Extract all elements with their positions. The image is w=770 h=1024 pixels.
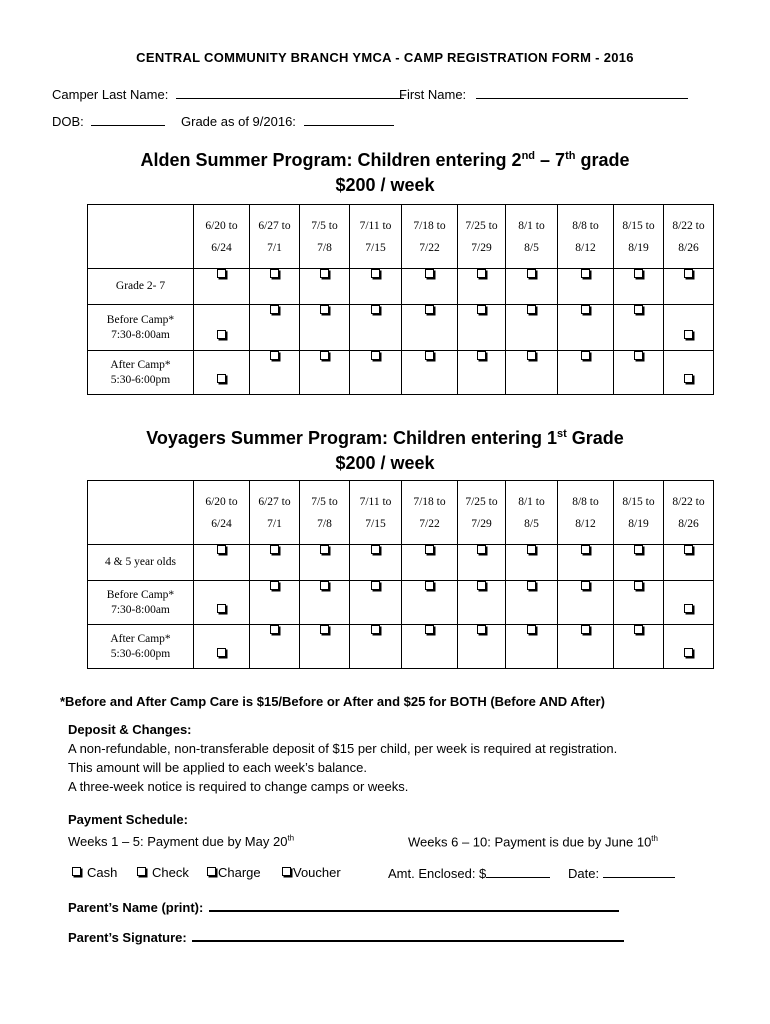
check-option[interactable]: Check [137, 865, 189, 880]
date-row [568, 865, 675, 881]
deposit-heading: Deposit & Changes: [68, 722, 192, 737]
week-checkbox[interactable] [614, 305, 664, 351]
voyagers-heading: Voyagers Summer Program: Children entering 1st Grade $200 / week [146, 428, 624, 473]
alden-after-camp-row [88, 351, 714, 395]
parent-signature-row [68, 928, 624, 945]
week-checkbox[interactable] [664, 351, 714, 395]
camper-last-name-row [52, 86, 404, 102]
week-header: 8/15 to 8/19 [614, 481, 664, 545]
dob-label: DOB: [52, 114, 84, 129]
week-checkbox[interactable] [558, 545, 614, 581]
week-header: 6/20 to 6/24 [194, 205, 250, 269]
week-header: 7/18 to 7/22 [402, 205, 458, 269]
week-checkbox[interactable] [664, 269, 714, 305]
week-checkbox[interactable] [614, 625, 664, 669]
alden-before-camp-row [88, 305, 714, 351]
week-checkbox[interactable] [350, 625, 402, 669]
week-checkbox[interactable] [506, 305, 558, 351]
cash-checkbox[interactable] [72, 867, 81, 876]
week-checkbox[interactable] [458, 269, 506, 305]
first-name-field[interactable] [476, 86, 688, 99]
schedule-weeks-1-5: Weeks 1 – 5: Payment due by May 20th [68, 834, 295, 850]
week-checkbox[interactable] [664, 305, 714, 351]
week-header: 7/25 to 7/29 [458, 205, 506, 269]
week-checkbox[interactable] [458, 545, 506, 581]
week-checkbox[interactable] [664, 545, 714, 581]
deposit-line: This amount will be applied to each week’s balance. [68, 760, 367, 775]
week-checkbox[interactable] [614, 351, 664, 395]
week-checkbox[interactable] [458, 305, 506, 351]
row-label: Before Camp* 7:30-8:00am [88, 305, 194, 351]
week-checkbox[interactable] [250, 625, 300, 669]
voyagers-header-row [88, 481, 714, 545]
payment-schedule-section [68, 810, 294, 851]
week-checkbox[interactable] [194, 625, 250, 669]
row-label: After Camp* 5:30-6:00pm [88, 625, 194, 669]
week-checkbox[interactable] [458, 625, 506, 669]
week-header: 7/11 to 7/15 [350, 481, 402, 545]
parent-signature-label: Parent’s Signature: [68, 930, 187, 945]
week-header: 8/15 to 8/19 [614, 205, 664, 269]
deposit-line: A non-refundable, non-transferable deposit of $15 per child, per week is required at registration. [68, 741, 618, 756]
parent-name-field[interactable] [209, 898, 619, 912]
week-checkbox[interactable] [458, 581, 506, 625]
row-label: 4 & 5 year olds [88, 545, 194, 581]
week-checkbox[interactable] [250, 305, 300, 351]
week-checkbox[interactable] [402, 351, 458, 395]
week-checkbox[interactable] [300, 269, 350, 305]
week-header: 8/8 to 8/12 [558, 481, 614, 545]
week-checkbox[interactable] [402, 545, 458, 581]
first-name-label: First Name: [399, 87, 467, 102]
week-checkbox[interactable] [350, 581, 402, 625]
last-name-label: Camper Last Name: [52, 87, 169, 102]
week-checkbox[interactable] [506, 545, 558, 581]
deposit-line: A three-week notice is required to change camps or weeks. [68, 779, 409, 794]
week-checkbox[interactable] [558, 625, 614, 669]
schedule-weeks-6-10: Weeks 6 – 10: Payment is due by June 10th [408, 834, 658, 850]
grade-field[interactable] [304, 113, 394, 126]
week-header: 7/25 to 7/29 [458, 481, 506, 545]
week-checkbox[interactable] [194, 351, 250, 395]
grade-label: Grade as of 9/2016: [181, 114, 296, 129]
week-checkbox[interactable] [350, 305, 402, 351]
charge-option[interactable]: Charge [207, 865, 261, 880]
dob-field[interactable] [91, 113, 165, 126]
voucher-checkbox[interactable] [282, 867, 291, 876]
form-title: CENTRAL COMMUNITY BRANCH YMCA - CAMP REGISTRATION FORM - 2016 [136, 50, 634, 65]
week-checkbox[interactable] [558, 351, 614, 395]
alden-schedule-table [87, 204, 714, 395]
week-checkbox[interactable] [194, 581, 250, 625]
week-checkbox[interactable] [194, 305, 250, 351]
week-checkbox[interactable] [506, 625, 558, 669]
week-checkbox[interactable] [614, 269, 664, 305]
grade-row [181, 113, 394, 129]
week-header: 8/1 to 8/5 [506, 205, 558, 269]
week-header: 6/27 to 7/1 [250, 481, 300, 545]
charge-checkbox[interactable] [207, 867, 216, 876]
week-checkbox[interactable] [506, 581, 558, 625]
amount-label: Amt. Enclosed: $ [388, 866, 487, 881]
voyagers-age-row [88, 545, 714, 581]
week-checkbox[interactable] [558, 269, 614, 305]
week-header: 6/20 to 6/24 [194, 481, 250, 545]
week-header: 8/8 to 8/12 [558, 205, 614, 269]
week-checkbox[interactable] [402, 625, 458, 669]
parent-name-label: Parent’s Name (print): [68, 900, 204, 915]
amount-enclosed-row [388, 865, 550, 881]
week-checkbox[interactable] [300, 581, 350, 625]
week-checkbox[interactable] [300, 545, 350, 581]
alden-header-row [88, 205, 714, 269]
parent-name-row [68, 898, 619, 915]
week-checkbox[interactable] [350, 545, 402, 581]
deposit-section [68, 720, 617, 796]
week-checkbox[interactable] [558, 581, 614, 625]
dob-row [52, 113, 165, 129]
week-header: 6/27 to 7/1 [250, 205, 300, 269]
week-checkbox[interactable] [506, 269, 558, 305]
row-label: Grade 2- 7 [88, 269, 194, 305]
week-checkbox[interactable] [250, 351, 300, 395]
date-field[interactable] [603, 865, 675, 878]
row-label: After Camp* 5:30-6:00pm [88, 351, 194, 395]
week-checkbox[interactable] [350, 269, 402, 305]
week-checkbox[interactable] [250, 269, 300, 305]
week-header: 8/22 to 8/26 [664, 481, 714, 545]
week-header: 7/5 to 7/8 [300, 205, 350, 269]
week-checkbox[interactable] [614, 545, 664, 581]
date-label: Date: [568, 866, 600, 881]
week-checkbox[interactable] [558, 305, 614, 351]
parent-signature-field[interactable] [192, 928, 624, 942]
week-checkbox[interactable] [402, 305, 458, 351]
week-header: 7/5 to 7/8 [300, 481, 350, 545]
blank-corner-cell [88, 481, 194, 545]
blank-corner-cell [88, 205, 194, 269]
week-checkbox[interactable] [664, 625, 714, 669]
row-label: Before Camp* 7:30-8:00am [88, 581, 194, 625]
week-header: 8/22 to 8/26 [664, 205, 714, 269]
week-checkbox[interactable] [300, 351, 350, 395]
voyagers-price: $200 / week [335, 453, 435, 473]
alden-heading: Alden Summer Program: Children entering 2nd – 7th grade $200 / week [140, 150, 630, 195]
week-checkbox[interactable] [506, 351, 558, 395]
week-checkbox[interactable] [300, 305, 350, 351]
week-checkbox[interactable] [614, 581, 664, 625]
care-fee-note: *Before and After Camp Care is $15/Before or After and $25 for BOTH (Before AND After) [60, 694, 605, 709]
week-checkbox[interactable] [194, 545, 250, 581]
week-checkbox[interactable] [194, 269, 250, 305]
last-name-field[interactable] [176, 86, 404, 99]
schedule-heading: Payment Schedule: [68, 812, 188, 827]
week-checkbox[interactable] [402, 581, 458, 625]
cash-option[interactable]: Cash [72, 865, 117, 880]
alden-grade-row [88, 269, 714, 305]
check-checkbox[interactable] [137, 867, 146, 876]
week-checkbox[interactable] [250, 545, 300, 581]
first-name-row [399, 86, 688, 102]
voyagers-schedule-table [87, 480, 714, 669]
week-checkbox[interactable] [402, 269, 458, 305]
voucher-option[interactable]: Voucher [282, 865, 341, 880]
week-checkbox[interactable] [250, 581, 300, 625]
week-header: 8/1 to 8/5 [506, 481, 558, 545]
week-header: 7/11 to 7/15 [350, 205, 402, 269]
amount-field[interactable] [486, 865, 550, 878]
voyagers-before-camp-row [88, 581, 714, 625]
alden-price: $200 / week [335, 175, 435, 195]
week-checkbox[interactable] [350, 351, 402, 395]
week-checkbox[interactable] [300, 625, 350, 669]
week-checkbox[interactable] [458, 351, 506, 395]
week-checkbox[interactable] [664, 581, 714, 625]
voyagers-after-camp-row [88, 625, 714, 669]
week-header: 7/18 to 7/22 [402, 481, 458, 545]
